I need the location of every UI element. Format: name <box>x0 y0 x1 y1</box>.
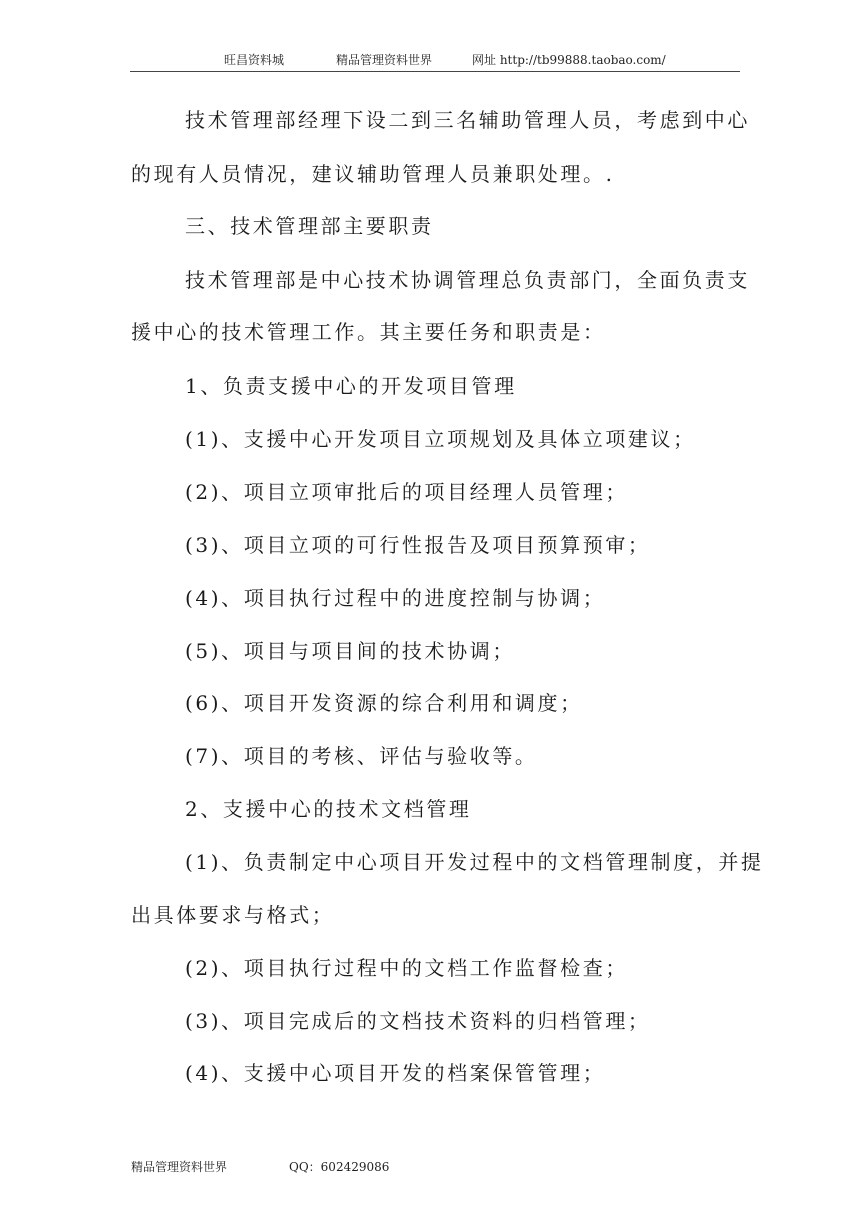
list-item: (5)、项目与项目间的技术协调； <box>185 639 515 663</box>
header-site-name: 精品管理资料世界 <box>336 53 433 67</box>
list-item: (7)、项目的考核、评估与验收等。 <box>185 744 538 768</box>
subsection-heading: 2、支援中心的技术文档管理 <box>185 797 472 821</box>
list-item: (4)、项目执行过程中的进度控制与协调； <box>185 586 606 610</box>
header-divider <box>130 71 740 72</box>
list-item: (2)、项目立项审批后的项目经理人员管理； <box>185 480 628 504</box>
paragraph-line: 技术管理部是中心技术协调管理总负责部门，全面负责支 <box>185 268 750 292</box>
footer-qq: QQ：602429086 <box>289 1160 390 1174</box>
list-item: (3)、项目立项的可行性报告及项目预算预审； <box>185 533 651 557</box>
list-item: (6)、项目开发资源的综合利用和调度； <box>185 691 583 715</box>
list-item: (1)、负责制定中心项目开发过程中的文档管理制度，并提 <box>185 850 764 874</box>
section-heading: 三、技术管理部主要职责 <box>185 214 434 238</box>
header-shop-name: 旺昌资料城 <box>224 53 285 67</box>
paragraph-line: 的现有人员情况，建议辅助管理人员兼职处理。. <box>131 162 615 186</box>
list-item: (2)、项目执行过程中的文档工作监督检查； <box>185 956 628 980</box>
list-item: (3)、项目完成后的文档技术资料的归档管理； <box>185 1009 651 1033</box>
page-header <box>130 50 740 70</box>
list-item: (1)、支援中心开发项目立项规划及具体立项建议； <box>185 427 696 451</box>
paragraph-line: 技术管理部经理下设二到三名辅助管理人员，考虑到中心 <box>185 108 750 132</box>
paragraph-line: 援中心的技术管理工作。其主要任务和职责是： <box>131 320 606 344</box>
list-item: (4)、支援中心项目开发的档案保管管理； <box>185 1061 606 1085</box>
subsection-heading: 1、负责支援中心的开发项目管理 <box>185 374 517 398</box>
list-item-continuation: 出具体要求与格式； <box>131 903 335 927</box>
footer-site-name: 精品管理资料世界 <box>131 1160 228 1174</box>
header-url: 网址 http://tb99888.taobao.com/ <box>472 53 666 67</box>
